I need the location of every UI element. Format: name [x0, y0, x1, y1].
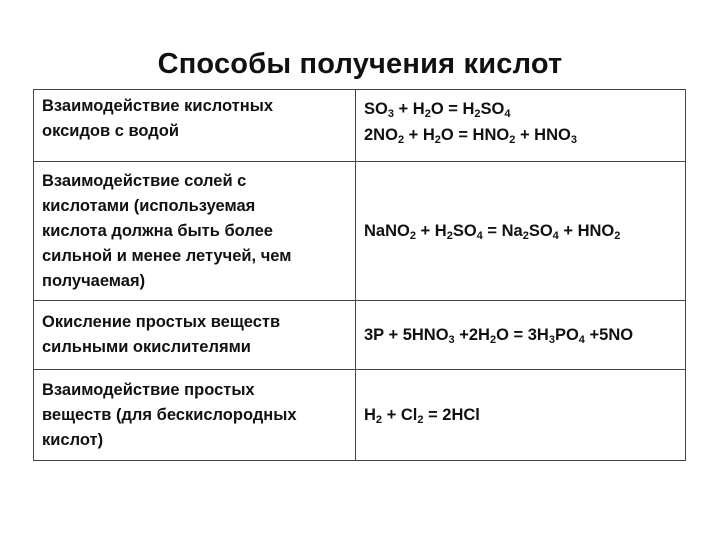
formula-text: 3P + 5HNO: [364, 325, 449, 344]
reaction-equations: [356, 162, 686, 301]
subscript: 2: [375, 413, 383, 426]
page-title: Способы получения кислот: [157, 48, 563, 80]
formula-text: + HNO: [515, 126, 571, 144]
formula-text: 2NO: [364, 126, 398, 144]
description-line: кислота должна быть более: [42, 221, 273, 240]
formula-text: O = H: [430, 100, 475, 118]
subscript: 2: [474, 108, 481, 120]
method-description: [34, 162, 356, 301]
formula-text: = 2HCl: [423, 405, 480, 424]
reaction-equation: [364, 323, 677, 348]
formula-text: O = HNO: [440, 126, 510, 144]
reaction-equation: [364, 403, 677, 428]
table-row: [34, 162, 686, 301]
subscript: 3: [448, 333, 455, 346]
subscript: 2: [614, 229, 621, 242]
subscript: 4: [504, 108, 511, 120]
subscript: 2: [446, 229, 453, 242]
reaction-equations: [356, 370, 686, 461]
formula-text: H: [364, 405, 376, 424]
formula-text: SO: [364, 100, 388, 118]
formula-text: + Cl: [382, 405, 418, 424]
formula-text: PO: [554, 325, 579, 344]
formula-text: SO: [480, 100, 505, 118]
method-description: [34, 301, 356, 370]
subscript: 4: [476, 229, 483, 242]
description-line: Взаимодействие кислотных: [42, 97, 273, 115]
formula-text: SO: [452, 221, 477, 240]
description-line: веществ (для бескислородных: [42, 405, 297, 424]
subscript: 2: [417, 413, 424, 426]
description-line: Взаимодействие солей с: [42, 171, 247, 190]
formula-text: +5NO: [584, 325, 634, 344]
formula-text: SO: [528, 221, 553, 240]
subscript: 3: [387, 108, 394, 120]
reaction-equation: [364, 122, 677, 148]
reaction-equation: [364, 219, 677, 244]
method-description: [34, 370, 356, 461]
description-line: получаемая): [42, 271, 146, 290]
description-line: Взаимодействие простых: [42, 380, 255, 399]
reaction-equations: [356, 90, 686, 162]
subscript: 2: [489, 333, 497, 346]
formula-text: + H: [415, 221, 447, 240]
description-line: кислот): [42, 430, 104, 449]
formula-text: + H: [393, 100, 425, 118]
subscript: 3: [548, 333, 555, 346]
subscript: 2: [509, 134, 516, 146]
table-row: [34, 90, 686, 162]
formula-text: = Na: [482, 221, 523, 240]
description-line: сильной и менее летучей, чем: [42, 246, 292, 265]
formula-text: + HNO: [558, 221, 615, 240]
subscript: 3: [570, 134, 577, 146]
formula-text: +2H: [454, 325, 490, 344]
description-line: оксидов с водой: [42, 122, 179, 140]
reaction-equations: [356, 301, 686, 370]
subscript: 2: [409, 229, 416, 242]
table-row: [34, 370, 686, 461]
formula-text: O = 3H: [496, 325, 549, 344]
subscript: 2: [522, 229, 529, 242]
description-line: кислотами (используемая: [42, 196, 256, 215]
reaction-equation: [364, 96, 677, 122]
table-row: [34, 301, 686, 370]
formula-text: + H: [404, 126, 435, 144]
subscript: 2: [397, 134, 405, 146]
acid-methods-table: [33, 89, 686, 461]
subscript: 4: [578, 333, 585, 346]
method-description: [34, 90, 356, 162]
formula-text: NaNO: [364, 221, 410, 240]
subscript: 4: [552, 229, 559, 242]
subscript: 2: [424, 108, 431, 120]
subscript: 2: [434, 134, 441, 146]
description-line: сильными окислителями: [42, 338, 251, 356]
description-line: Окисление простых веществ: [42, 313, 281, 331]
